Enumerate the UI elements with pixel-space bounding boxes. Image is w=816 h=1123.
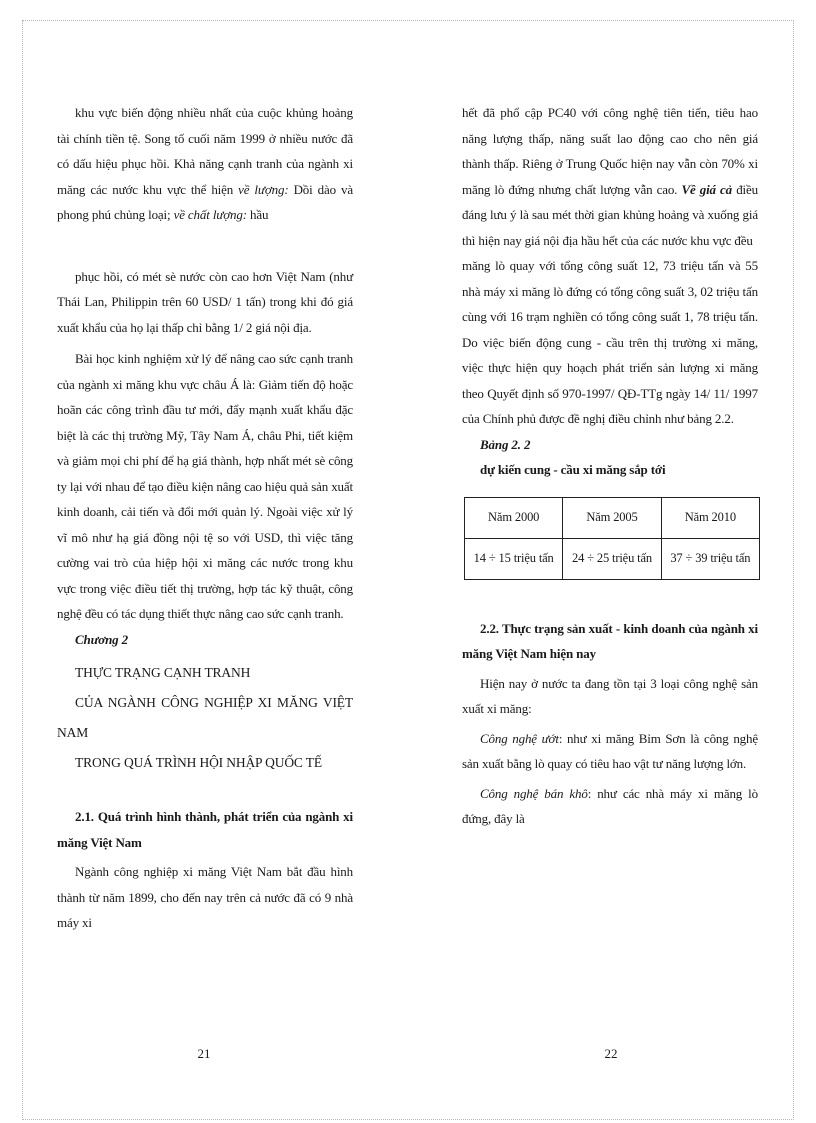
table-header-cell: Năm 2010 bbox=[661, 497, 759, 538]
chapter-title-line-1: THỰC TRẠNG CẠNH TRANH bbox=[75, 665, 251, 680]
section-heading-2-2: 2.2. Thực trạng sản xuất - kinh doanh của ngành xi măng Việt Nam hiện nay bbox=[462, 620, 758, 661]
table-title: dự kiến cung - cầu xi măng sắp tới bbox=[480, 462, 666, 477]
emphasis-cong-nghe-uot: Công nghệ ướt bbox=[480, 730, 559, 746]
left-paragraph-3: Bài học kinh nghiệm xử lý để nâng cao sức cạnh tranh của ngành xi măng khu vực châu Á là: Giảm tiến độ hoặc hoãn các công trình đầu tư mới, đẩy mạnh xuất khẩu đặc biệt là các thị trường Mỹ, Tây Nam Á, châu Phi, tiết kiệm và giảm mọi chi phí để hạ giá thành, hợp nhất mét sè công ty lại với nhau để tạo điều kiện nâng cao hiệu quả sản xuất kinh doanh, cải tiến và đổi mới quản lý. Ngoài việc xử lý vĩ mô như hạ giá đồng nội tệ so với USD, thì việc tăng cường vai trò của hiệp hội xi măng các nước trong khu vực trong việc điều tiết thị trường, hợp tác kỹ thuật, công nghệ đều có tác dụng thiết thực nâng cao sức cạnh tranh. bbox=[57, 351, 353, 621]
emphasis-ve-gia-ca: Về giá cả bbox=[681, 181, 733, 197]
chapter-title-line-3: TRONG QUÁ TRÌNH HỘI NHẬP QUỐC TẾ bbox=[75, 755, 322, 770]
spacer bbox=[57, 778, 353, 804]
left-paragraph-2: phục hồi, có mét sè nước còn cao hơn Việt Nam (như Thái Lan, Philippin trên 60 USD/ 1 tấn) trong khi đó giá xuất khẩu của họ lại thấp chỉ bằng 1/ 2 giá nội địa. bbox=[57, 268, 353, 335]
right-paragraph-1 bbox=[462, 100, 758, 253]
right-paragraph-1-a: hết đã phổ cập PC40 với công nghệ tiên tiến, tiêu hao năng lượng thấp, năng suất lao động cao cho nên giá thành thấp. Riêng ở Trung Quốc hiện nay vẫn còn 70% xi măng lò đứng nhưng chất lượng vẫn cao. bbox=[462, 105, 758, 197]
chapter-title-line-2: CỦA NGÀNH CÔNG NGHIỆP XI MĂNG VIỆT NAM bbox=[57, 695, 353, 740]
table-header-row bbox=[465, 497, 760, 538]
left-paragraph-1 bbox=[57, 100, 353, 228]
emphasis-cong-nghe-ban-kho: Công nghệ bán khô bbox=[480, 785, 588, 801]
section-heading-2-1: 2.1. Quá trình hình thành, phát triển của ngành xi măng Việt Nam bbox=[57, 809, 353, 850]
right-page-column bbox=[462, 100, 758, 832]
page-number-left: 21 bbox=[197, 1046, 211, 1061]
left-paragraph-1-end: hầu bbox=[250, 207, 269, 222]
spacer bbox=[57, 228, 353, 264]
table-row bbox=[465, 538, 760, 579]
right-paragraph-3: Hiện nay ở nước ta đang tồn tại 3 loại công nghệ sản xuất xi măng: bbox=[462, 675, 758, 716]
table-cell: 24 ÷ 25 triệu tấn bbox=[563, 538, 661, 579]
supply-demand-table bbox=[464, 497, 760, 580]
emphasis-ve-chat-luong: về chất lượng: bbox=[173, 207, 247, 222]
right-paragraph-5 bbox=[462, 781, 758, 832]
page-number-right: 22 bbox=[604, 1046, 618, 1061]
right-paragraph-4-text: : như xi măng Bỉm Sơn là công nghệ sản xuất bằng lò quay có tiêu hao vật tư năng lượng lớn. bbox=[462, 730, 758, 771]
right-paragraph-4 bbox=[462, 726, 758, 777]
left-paragraph-4: Ngành công nghiệp xi măng Việt Nam bắt đầu hình thành từ năm 1899, cho đến nay trên cả nước đã có 9 nhà máy xi bbox=[57, 864, 353, 930]
chapter-label: Chương 2 bbox=[75, 631, 128, 647]
left-paragraph-1-text: khu vực biến động nhiều nhất của cuộc khủng hoảng tài chính tiền tệ. Song tố cuối năm 1999 ở nhiều nước đã có dấu hiệu phục hồi. Khả năng cạnh tranh của ngành xi măng các nước khu vực thể hiện bbox=[57, 105, 353, 197]
table-header-cell: Năm 2005 bbox=[563, 497, 661, 538]
emphasis-ve-luong: về lượng: bbox=[238, 181, 289, 197]
left-page-column bbox=[57, 100, 353, 936]
table-caption: Bảng 2. 2 bbox=[480, 436, 531, 452]
right-paragraph-5-text: : như các nhà máy xi măng lò đứng, đây là bbox=[462, 785, 758, 826]
right-paragraph-1-b: điều đáng lưu ý là sau mét thời gian khủng hoảng và xuống giá thì hiện nay giá nội địa hầu hết của các nước khu vực đều bbox=[462, 181, 758, 248]
table-cell: 14 ÷ 15 triệu tấn bbox=[465, 538, 563, 579]
table-cell: 37 ÷ 39 triệu tấn bbox=[661, 538, 759, 579]
spacer bbox=[462, 580, 758, 616]
left-paragraph-1-mid: Dồi dào và phong phú chủng loại; bbox=[57, 181, 353, 222]
right-paragraph-2: măng lò quay với tổng công suất 12, 73 triệu tấn và 55 nhà máy xi măng lò đứng có tổng công suất 3, 02 triệu tấn cùng với 16 trạm nghiền có tổng công suất 1, 78 triệu tấn. Do việc biến động cung - cầu trên thị trường xi măng, việc thực hiện quy hoạch phát triển sản lượng xi măng theo Quyết định số 970-1997/ QĐ-TTg ngày 14/ 11/ 1997 của Chính phủ được đề nghị điều chỉnh như bảng 2.2. bbox=[462, 258, 758, 426]
table-header-cell: Năm 2000 bbox=[465, 497, 563, 538]
